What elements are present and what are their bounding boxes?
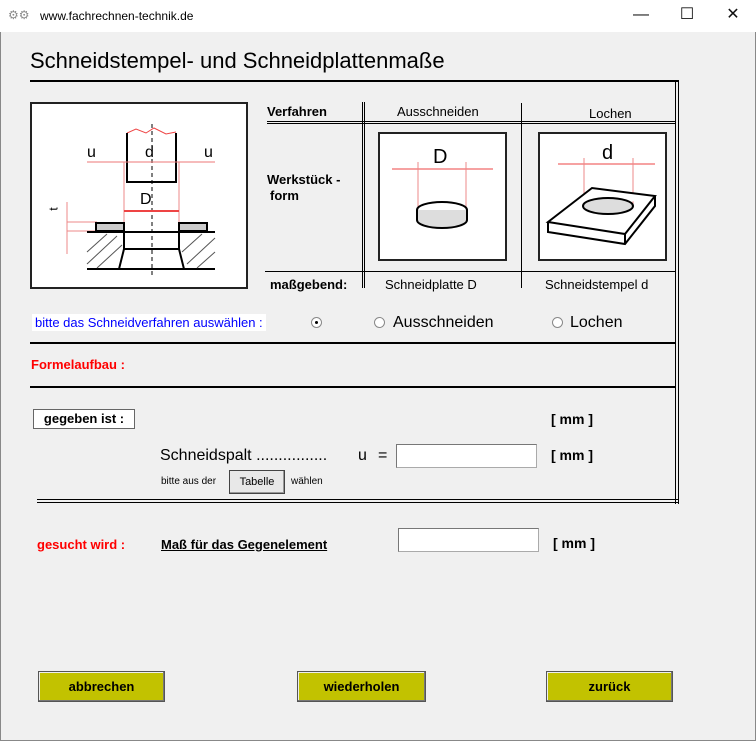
- form-label: form: [270, 188, 299, 203]
- back-button[interactable]: zurück: [546, 671, 673, 702]
- given-label: gegeben ist :: [33, 409, 135, 429]
- app-icon: ⚙⚙: [8, 8, 30, 22]
- formel-label: Formelaufbau :: [31, 357, 125, 372]
- divider: [675, 80, 676, 504]
- t-label: t: [46, 207, 61, 211]
- u-left-label: u: [87, 144, 96, 161]
- hint-post: wählen: [291, 476, 323, 487]
- radio-lochen[interactable]: [552, 317, 563, 328]
- maximize-button[interactable]: ☐: [679, 6, 695, 23]
- minimize-button[interactable]: —: [633, 6, 649, 23]
- hidden-radio[interactable]: [311, 317, 322, 328]
- divider: [30, 80, 678, 82]
- col-ausschneiden: Ausschneiden: [397, 104, 479, 119]
- d-label: d: [602, 142, 614, 164]
- sought-desc: Maß für das Gegenelement: [161, 537, 328, 552]
- unit-header: [ mm ]: [551, 411, 593, 427]
- hole-image: [538, 132, 667, 261]
- sought-unit: [ mm ]: [553, 535, 595, 551]
- divider: [30, 342, 676, 344]
- divider: [37, 499, 678, 500]
- massgebend-lochen: Schneidstempel d: [545, 277, 649, 292]
- cutting-diagram: [30, 102, 248, 289]
- unit-label: [ mm ]: [551, 447, 593, 463]
- schneidspalt-input[interactable]: [396, 444, 537, 468]
- equals: =: [378, 447, 388, 464]
- schneidspalt-label: Schneidspalt ................: [160, 447, 328, 464]
- divider: [265, 271, 676, 272]
- divider: [267, 121, 676, 122]
- window-title: www.fachrechnen-technik.de: [40, 9, 194, 23]
- divider: [364, 102, 365, 288]
- sought-label: gesucht wird :: [37, 537, 126, 552]
- col-lochen: Lochen: [589, 106, 632, 121]
- D-label: D: [433, 146, 448, 168]
- u-var: u: [358, 447, 367, 464]
- divider: [678, 80, 679, 504]
- divider: [362, 102, 363, 288]
- option-lochen[interactable]: Lochen: [570, 314, 623, 331]
- verfahren-label: Verfahren: [267, 104, 327, 119]
- D-label: D: [140, 191, 152, 208]
- massgebend-ausschneiden: Schneidplatte D: [385, 277, 477, 292]
- hint-pre: bitte aus der: [161, 476, 217, 487]
- werkstueck-label: Werkstück -: [267, 172, 341, 187]
- divider: [30, 386, 676, 388]
- radio-ausschneiden[interactable]: [374, 317, 385, 328]
- tabelle-button[interactable]: Tabelle: [229, 470, 285, 494]
- massgebend-label: maßgebend:: [270, 277, 348, 292]
- divider: [521, 103, 522, 288]
- repeat-button[interactable]: wiederholen: [297, 671, 426, 702]
- close-button[interactable]: ✕: [726, 6, 740, 23]
- cancel-button[interactable]: abbrechen: [38, 671, 165, 702]
- divider: [37, 502, 678, 503]
- blank-image: [378, 132, 507, 261]
- result-input[interactable]: [398, 528, 539, 552]
- title-bar: [0, 0, 756, 32]
- option-ausschneiden[interactable]: Ausschneiden: [393, 314, 494, 331]
- select-prompt: bitte das Schneidverfahren auswählen :: [32, 314, 266, 331]
- page-title: Schneidstempel- und Schneidplattenmaße: [30, 48, 445, 73]
- d-label: d: [145, 144, 154, 161]
- divider: [267, 123, 676, 124]
- u-right-label: u: [204, 144, 213, 161]
